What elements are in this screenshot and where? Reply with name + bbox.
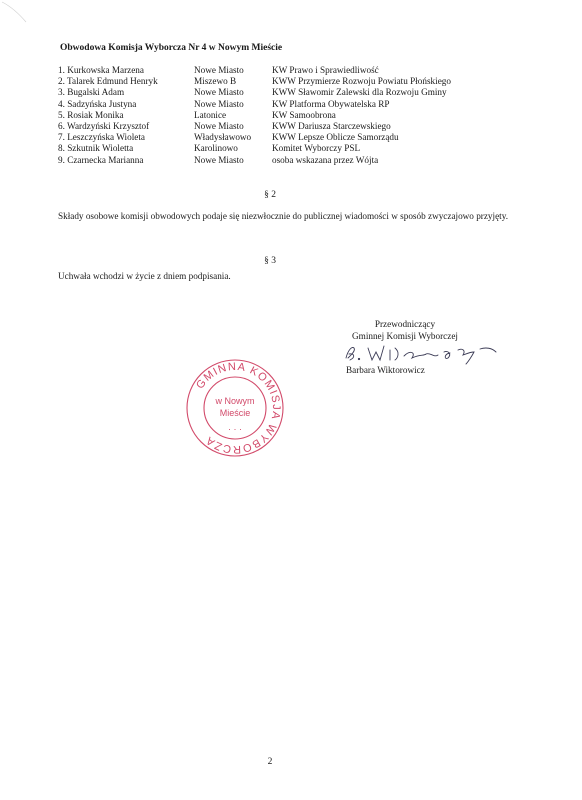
- svg-text:· · ·: · · ·: [228, 424, 242, 434]
- member-place: Nowe Miasto: [194, 65, 244, 75]
- scan-corner-mark: [0, 0, 40, 30]
- signature-title-line1: Przewodniczący: [374, 319, 436, 329]
- member-place: Karolinowo: [194, 143, 238, 154]
- handwritten-signature: [340, 340, 510, 366]
- member-committee: Komitet Wyborczy PSL: [272, 143, 361, 154]
- member-place: Nowe Miasto: [194, 121, 244, 132]
- svg-text:w Nowym: w Nowym: [215, 396, 255, 406]
- member-row: [58, 143, 528, 154]
- member-name: 4. Sadzyńska Justyna: [58, 98, 137, 109]
- member-row: [58, 87, 528, 98]
- member-name: 1. Kurkowska Marzena: [58, 65, 144, 75]
- member-name: 9. Czarnecka Marianna: [58, 154, 144, 165]
- member-place: Nowe Miasto: [194, 98, 244, 109]
- commission-heading: Obwodowa Komisja Wyborcza Nr 4 w Nowym Mieście: [60, 43, 283, 53]
- member-name: 5. Rosiak Monika: [58, 109, 124, 120]
- member-name: 2. Talarek Edmund Henryk: [58, 76, 158, 87]
- member-committee: KWW Lepsze Oblicze Samorządu: [272, 132, 399, 143]
- signature-block: [330, 319, 480, 342]
- member-row: [58, 155, 528, 166]
- section-2-text: Składy osobowe komisji obwodowych podaje się niezwłocznie do publicznej wiadomości w sposób zwyczajowo przyjęty.: [58, 211, 509, 221]
- member-committee: KW Prawo i Sprawiedliwość: [272, 65, 379, 75]
- svg-text:Mieście: Mieście: [219, 408, 251, 418]
- member-place: Nowe Miasto: [194, 87, 244, 98]
- member-row: [58, 65, 528, 76]
- members-table: [58, 65, 528, 166]
- member-name: 8. Szkutnik Wioletta: [58, 143, 134, 154]
- member-committee: KW Samoobrona: [272, 109, 336, 120]
- member-row: [58, 110, 528, 121]
- member-committee: KW Platforma Obywatelska RP: [272, 98, 390, 109]
- member-row: [58, 76, 528, 87]
- member-place: Nowe Miasto: [194, 154, 244, 165]
- member-committee: KWW Dariusza Starczewskiego: [272, 121, 391, 132]
- signature-title-line2: Gminnej Komisji Wyborczej: [352, 330, 458, 341]
- section-3-text: Uchwała wchodzi w życie z dniem podpisania.: [58, 271, 231, 281]
- commission-stamp: [183, 356, 287, 460]
- member-name: 7. Leszczyńska Wioleta: [58, 132, 145, 143]
- signer-name: Barbara Wiktorowicz: [346, 365, 425, 375]
- member-place: Latonice: [194, 109, 227, 120]
- member-row: [58, 121, 528, 132]
- member-committee: osoba wskazana przez Wójta: [272, 154, 379, 165]
- member-name: 6. Wardzyński Krzysztof: [58, 121, 150, 132]
- member-place: Miszewo B: [194, 76, 237, 87]
- svg-text:GMINNA KOMISJA WYBORCZA: GMINNA KOMISJA WYBORCZA: [194, 360, 283, 456]
- member-committee: KWW Sławomir Zalewski dla Rozwoju Gminy: [272, 87, 447, 98]
- member-place: Władysławowo: [194, 132, 252, 143]
- page-number: 2: [267, 757, 273, 767]
- member-row: [58, 99, 528, 110]
- member-row: [58, 132, 528, 143]
- section-3-mark: § 3: [264, 256, 276, 266]
- section-2-mark: § 2: [264, 190, 276, 200]
- member-name: 3. Bugalski Adam: [58, 87, 125, 98]
- member-committee: KWW Przymierze Rozwoju Powiatu Płońskiego: [272, 76, 451, 87]
